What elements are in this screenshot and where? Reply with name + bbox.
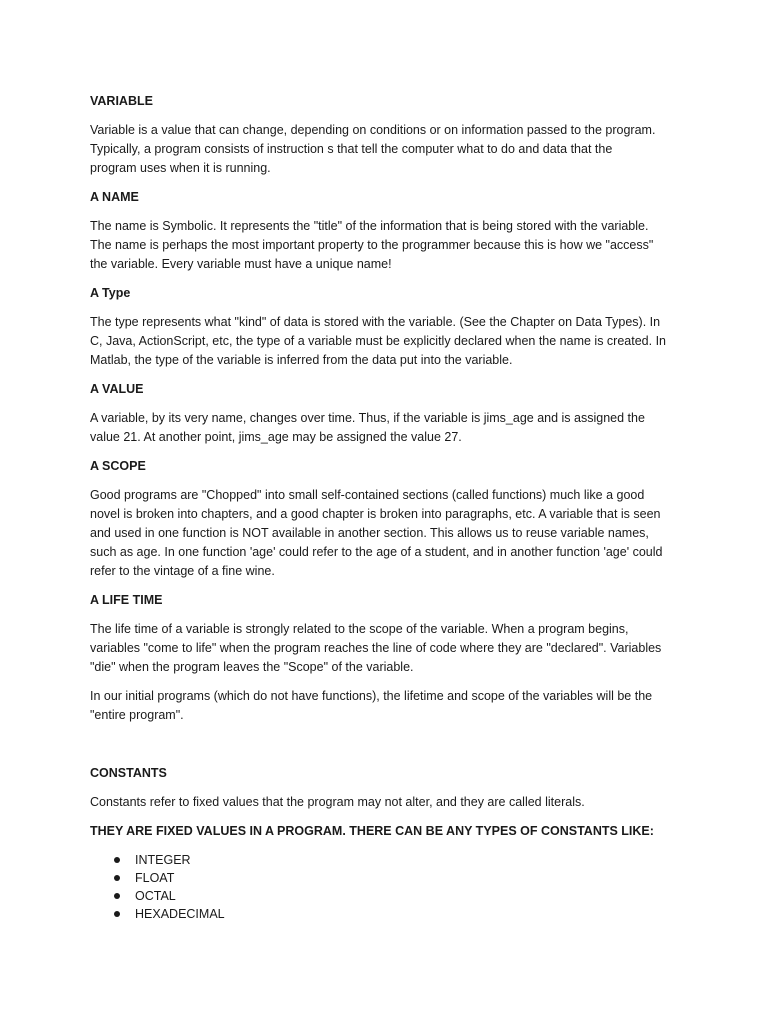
- text-line: The name is Symbolic. It represents the "title" of the information that is being stored with the variable.: [90, 219, 649, 233]
- bullet-icon: [114, 857, 120, 863]
- heading-a-type: A Type: [90, 286, 131, 300]
- text-line: In our initial programs (which do not have functions), the lifetime and scope of the variables will be the: [90, 689, 653, 703]
- bullet-icon: [114, 893, 120, 899]
- heading-a-life-time: A LIFE TIME: [90, 593, 163, 607]
- list-item: [90, 869, 690, 887]
- constants-type-list: [90, 851, 690, 923]
- paragraph-a-value: [90, 409, 690, 447]
- text-line: A variable, by its very name, changes over time. Thus, if the variable is jims_age and is assigned the: [90, 411, 645, 425]
- list-item-label: FLOAT: [135, 871, 175, 885]
- list-item-label: OCTAL: [135, 889, 176, 903]
- text-line: Good programs are "Chopped" into small self-contained sections (called functions) much like a good: [90, 488, 645, 502]
- text-line: "die" when the program leaves the "Scope" of the variable.: [90, 660, 414, 674]
- list-item: [90, 887, 690, 905]
- text-line: The type represents what "kind" of data is stored with the variable. (See the Chapter on Data Types). In: [90, 315, 661, 329]
- text-line: Variable is a value that can change, depending on conditions or on information passed to the program.: [90, 123, 656, 137]
- heading-a-name: A NAME: [90, 190, 139, 204]
- text-line: The name is perhaps the most important property to the programmer because this is how we "access": [90, 238, 654, 252]
- text-line: novel is broken into chapters, and a good chapter is broken into paragraphs, etc. A variable that is seen: [90, 507, 661, 521]
- paragraph-constants: [90, 793, 690, 812]
- paragraph-a-name: [90, 217, 690, 274]
- paragraph-variable: [90, 121, 690, 178]
- text-line: refer to the vintage of a fine wine.: [90, 564, 275, 578]
- list-item: [90, 851, 690, 869]
- text-line: variables "come to life" when the program reaches the line of code where they are "declared". Variables: [90, 641, 662, 655]
- text-line: C, Java, ActionScript, etc, the type of a variable must be explicitly declared when the name is created. In: [90, 334, 666, 348]
- list-item-label: HEXADECIMAL: [135, 907, 225, 921]
- constants-bold-statement: THEY ARE FIXED VALUES IN A PROGRAM. THERE CAN BE ANY TYPES OF CONSTANTS LIKE:: [90, 824, 654, 838]
- paragraph-a-life-time: [90, 620, 690, 677]
- text-line: The life time of a variable is strongly related to the scope of the variable. When a program begins,: [90, 622, 629, 636]
- paragraph-lifetime-note: [90, 687, 690, 725]
- heading-variable: VARIABLE: [90, 94, 153, 108]
- section-spacer: [90, 735, 690, 764]
- text-line: such as age. In one function 'age' could refer to the age of a student, and in another function 'age' could: [90, 545, 663, 559]
- text-line: the variable. Every variable must have a unique name!: [90, 257, 392, 271]
- paragraph-a-scope: [90, 486, 690, 581]
- text-line: Constants refer to fixed values that the program may not alter, and they are called literals.: [90, 795, 585, 809]
- text-line: value 21. At another point, jims_age may be assigned the value 27.: [90, 430, 462, 444]
- text-line: "entire program".: [90, 708, 184, 722]
- document-page: [90, 92, 690, 923]
- bullet-icon: [114, 911, 120, 917]
- heading-a-value: A VALUE: [90, 382, 144, 396]
- bullet-icon: [114, 875, 120, 881]
- text-line: Matlab, the type of the variable is inferred from the data put into the variable.: [90, 353, 513, 367]
- text-line: program uses when it is running.: [90, 161, 271, 175]
- paragraph-a-type: [90, 313, 690, 370]
- text-line: Typically, a program consists of instruction s that tell the computer what to do and data that the: [90, 142, 613, 156]
- heading-a-scope: A SCOPE: [90, 459, 146, 473]
- text-line: and used in one function is NOT available in another section. This allows us to reuse variable names,: [90, 526, 649, 540]
- list-item: [90, 905, 690, 923]
- list-item-label: INTEGER: [135, 853, 191, 867]
- heading-constants: CONSTANTS: [90, 766, 167, 780]
